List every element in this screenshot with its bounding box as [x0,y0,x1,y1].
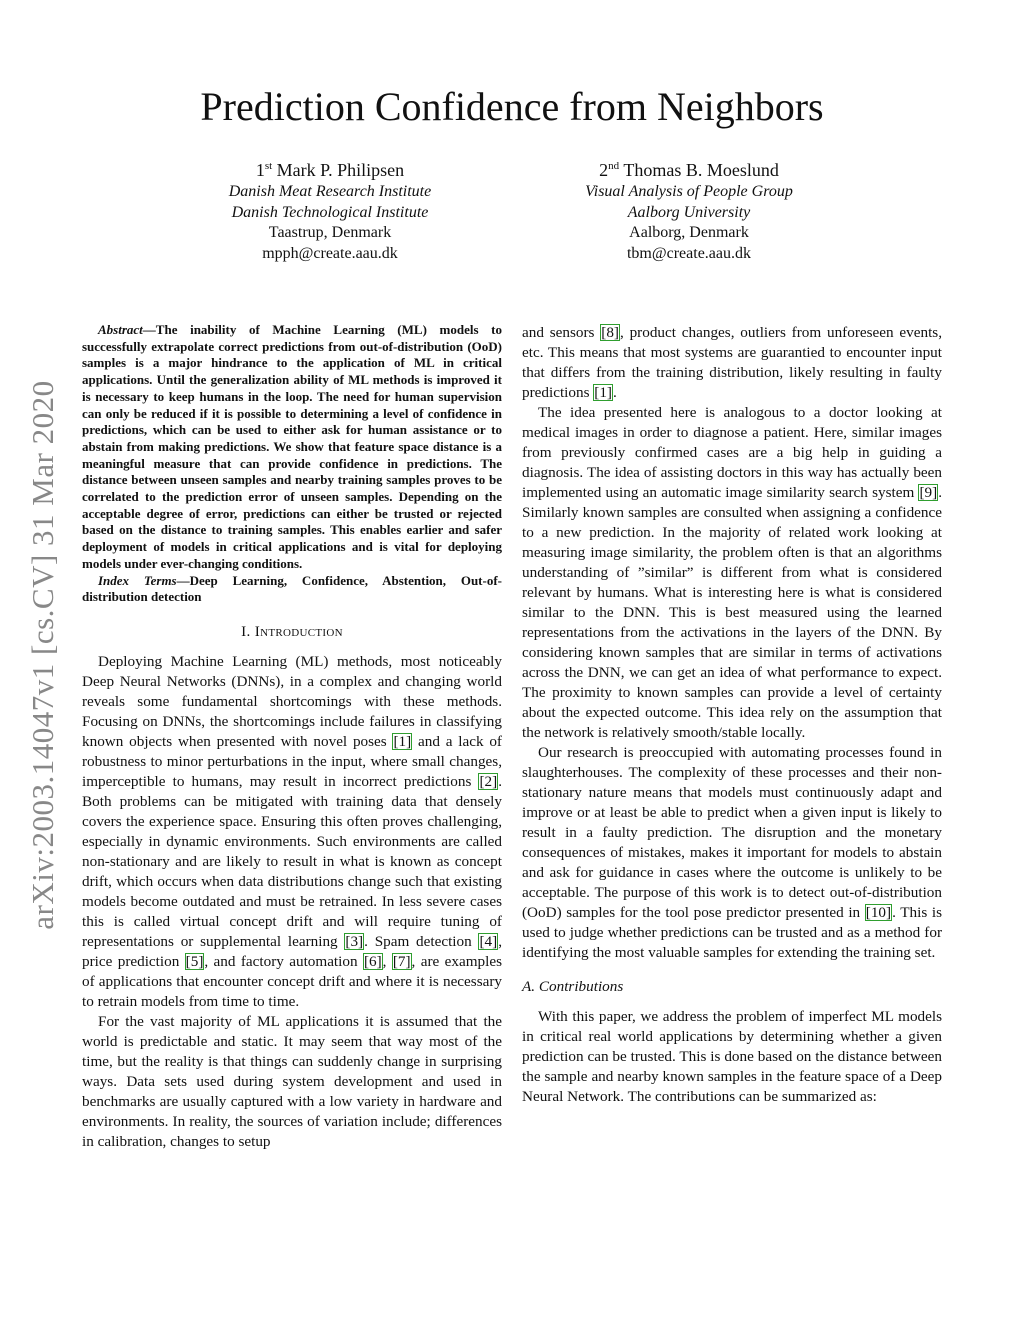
citation-link[interactable]: [10] [865,904,892,921]
left-column [82,322,502,1152]
paper-title: Prediction Confidence from Neighbors [200,84,824,129]
author-affiliation: Danish Technological Institute [231,203,429,221]
citation-link[interactable]: [5] [185,952,204,970]
author-block-1 [160,154,500,264]
citation-link[interactable]: [3] [345,932,364,950]
section-heading-introduction: I. Introduction [241,622,343,640]
author-affiliation: Aalborg University [627,203,751,221]
author-name: 2nd Thomas B. Moeslund [599,160,779,180]
arxiv-identifier: arXiv:2003.14047v1 [cs.CV] 31 Mar 2020 [25,380,60,930]
author-affiliation: Visual Analysis of People Group [585,183,793,200]
intro-paragraph-5: Our research is preoccupied with automating processes found in slaughterhouses. The complexity of these processes and their non-stationary nature means that models must continuously adapt and improve or at least be able to predict when a given input is likely to result in a faulty prediction. The disruption and the monetary consequences of mistakes, makes it important for models to abstain and ask for guidance in cases where the outcome is unlikely to be acceptable. The purpose of this work is to detect out-of-distribution (OoD) samples for the tool pose predictor presented in [10]. This is used to judge whether predictions can be trusted and as a method for identifying the most valuable samples for extending the training set. [522,744,943,961]
author-location: Taastrup, Denmark [268,224,392,241]
intro-paragraph-1: Deploying Machine Learning (ML) methods, most noticeably Deep Neural Networks (DNNs), in a complex and changing world reveals some fundamental shortcomings with these methods. Focusing on DNNs, the shortcomings include failures in classifying known objects when presented with novel poses [1] and a lack of robustness to minor perturbations in the input, where small changes, imperceptible to humans, may result in incorrect predictions [2]. Both problems can be mitigated with training data that densely covers the experience space. Ensuring this often proves challenging, especially in dynamic environments. Such environments are called non-stationary and are likely to result in what is known as concept drift, which occurs when data distributions change such that existing models become outdated and must be retrained. In less severe cases this is called virtual concept drift and will require tuning of representations or supplemental learning [3]. Spam detection [4], price prediction [5], and factory automation [6], [7], are examples of applications that encounter concept drift and where it is necessary to retrain models from time to time. [82,652,502,1010]
intro-paragraph-2: For the vast majority of ML applications it is assumed that the world is predictable and static. It may seem that way most of the time, but the reality is that things can suddenly change in surprising ways. Data sets used during system development and used in benchmarks are usually captured with a low variety in hardware and environments. In reality, the sources of variation include; differences in calibration, changes to setup [82,1012,502,1150]
abstract: Abstract—The inability of Machine Learning (ML) models to successfully extrapolate correct predictions from out-of-distribution (OoD) samples is a major hindrance to the application of ML in critical applications. Until the generalization ability of ML methods is improved it is necessary to keep humans in the loop. The need for human supervision can only be reduced if it is possible to determining a level of confidence in predictions, which can be used to either ask for human assistance or to abstain from making predictions. We show that feature space distance is a meaningful measure that can provide confidence in predictions. The distance between unseen samples and nearby training samples proves to be correlated to the prediction error of unseen samples. Depending on the acceptable degree of error, predictions can either be trusted or rejected based on the distance to training samples. This enables earlier and safer deployment of models in critical applications and is vital for deploying models under ever-changing conditions. [82,322,502,571]
author-name: 1st Mark P. Philipsen [255,160,405,180]
citation-link[interactable]: [2] [479,772,498,790]
subsection-heading-contributions: A. Contributions [522,978,624,995]
intro-paragraph-3: and sensors [8], product changes, outliers from unforeseen events, etc. This means that most systems are guarantied to encounter input that differs from the training distribution, likely resulting in faulty predictions [1]. [522,324,942,401]
author-block-2 [519,154,859,264]
author-email: tbm@create.aau.dk [626,244,751,262]
citation-link[interactable]: [9] [919,484,938,501]
author-location: Aalborg, Denmark [629,224,749,241]
citation-link[interactable]: [4] [479,932,498,950]
right-column [522,323,942,1107]
author-email: mpph@create.aau.dk [262,244,398,262]
citation-link[interactable]: [1] [393,732,412,750]
citation-link[interactable]: [1] [594,384,612,401]
citation-link[interactable]: [8] [601,324,619,341]
contributions-paragraph: With this paper, we address the problem of imperfect ML models in critical real world applications by determining whether a given prediction can be trusted. This is done based on the distance between the sample and nearby known samples in the feature space of a Deep Neural Network. The contributions can be summarized as: [522,1008,942,1105]
citation-link[interactable]: [6] [363,952,382,970]
intro-paragraph-4: The idea presented here is analogous to a doctor looking at medical images in order to diagnose a patient. Here, similar images from previously confirmed cases are a big help in guiding a diagnosis. The idea of assisting doctors in this way has actually been implemented using an automatic image similarity search system [9]. Similarly known samples are consulted when assigning a confidence to a new prediction. In the majority of related work looking at measuring image similarity, the problem often is that an algorithms understanding of ”similar” is different from what is considered relevant by humans. What is interesting here is what is considered similar to the DNN. This is best measured using the learned representations from the activations in the layers of the DNN. By considering known samples that are similar in terms of activations across the DNN, we can get an idea of what performance to expect. The proximity to known samples can provide a level of certainty about the expected outcome. This idea rely on the assumption that the network is relatively smooth/stable locally. [522,404,942,741]
index-terms: Index Terms—Deep Learning, Confidence, Abstention, Out-of-distribution detection [82,572,503,605]
author-affiliation: Danish Meat Research Institute [228,183,432,200]
citation-link[interactable]: [7] [392,952,411,970]
